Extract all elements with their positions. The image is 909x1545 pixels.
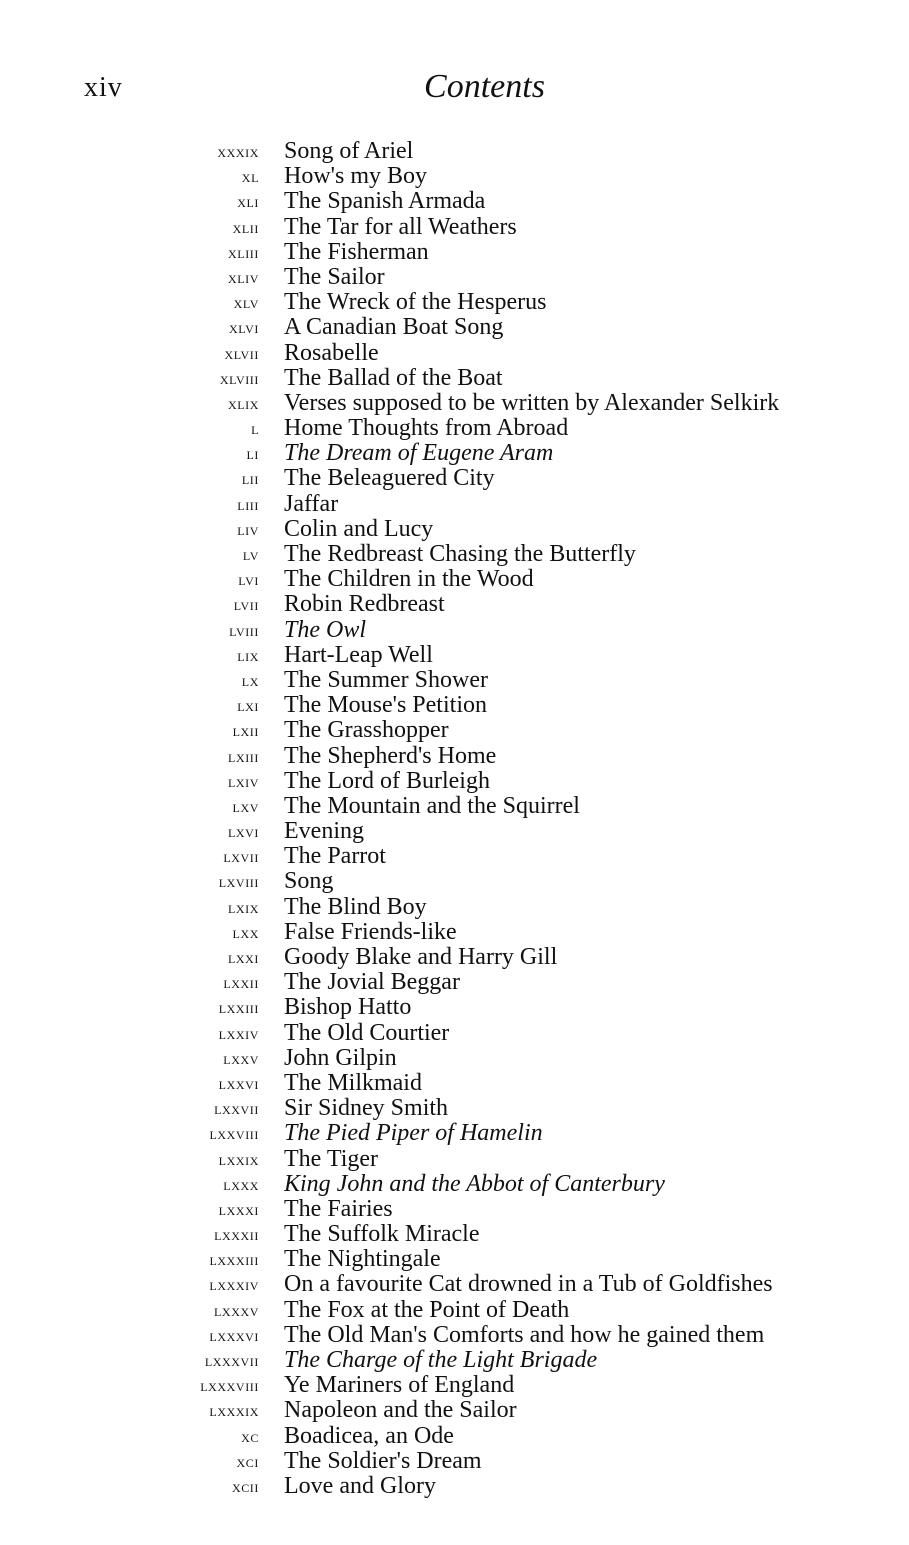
toc-entry (0, 189, 909, 214)
entry-numeral: lxxxiii (209, 1250, 259, 1270)
entry-title: The Fairies (284, 1196, 393, 1222)
toc-entry (0, 920, 909, 945)
entry-title: Goody Blake and Harry Gill (284, 945, 558, 970)
entry-numeral: lix (237, 645, 259, 665)
entry-title: The Mouse's Petition (284, 693, 487, 719)
entry-title: The Spanish Armada (284, 189, 486, 215)
toc-entry (0, 315, 909, 340)
entry-title: The Jovial Beggar (284, 970, 460, 996)
entry-title: The Parrot (284, 844, 386, 870)
entry-title: The Fisherman (284, 239, 429, 265)
entry-title: The Charge of the Light Brigade (284, 1348, 598, 1373)
entry-title: How's my Boy (284, 164, 428, 190)
entry-numeral: xlviii (219, 368, 259, 388)
entry-title: The Soldier's Dream (284, 1448, 482, 1474)
entry-numeral: lxix (227, 897, 259, 917)
toc-entry (0, 945, 909, 970)
toc-entry (0, 1323, 909, 1348)
toc-entry (0, 1147, 909, 1172)
entry-numeral: xxxix (217, 142, 259, 161)
toc-entry (0, 1298, 909, 1323)
entry-numeral: xlii (232, 217, 259, 237)
entry-numeral: lx (241, 670, 259, 690)
entry-title: Home Thoughts from Abroad (284, 416, 569, 442)
page-title: Contents (424, 68, 545, 105)
entry-numeral: lxxx (223, 1174, 259, 1194)
entry-numeral: lxxiii (218, 998, 259, 1018)
entry-numeral: lxxviii (209, 1124, 259, 1144)
entry-numeral: lxxxii (214, 1225, 259, 1245)
entry-numeral: lxii (232, 721, 259, 741)
entry-numeral: lxxxviii (200, 1376, 259, 1396)
entry-title: Love and Glory (284, 1473, 436, 1499)
entry-numeral: lxxix (218, 1149, 259, 1169)
entry-numeral: xl (241, 167, 259, 187)
entry-numeral: xlvii (224, 343, 259, 363)
toc-entry (0, 1172, 909, 1197)
entry-numeral: liii (237, 494, 259, 514)
toc-entry (0, 1449, 909, 1474)
entry-title: The Milkmaid (284, 1070, 422, 1096)
table-of-contents (0, 139, 909, 1499)
toc-entry (0, 693, 909, 718)
entry-title: Hart-Leap Well (284, 642, 433, 668)
entry-numeral: xlix (227, 393, 259, 413)
entry-numeral: lv (242, 545, 259, 564)
entry-numeral: lxxxvii (204, 1351, 259, 1370)
entry-title: Verses supposed to be written by Alexander Selkirk (284, 390, 780, 416)
toc-entry (0, 567, 909, 592)
toc-entry (0, 441, 909, 466)
entry-title: The Old Man's Comforts and how he gained them (284, 1322, 765, 1348)
entry-numeral: lxxiv (218, 1023, 259, 1043)
toc-entry (0, 819, 909, 844)
entry-title: The Children in the Wood (284, 567, 534, 593)
entry-title: The Summer Shower (284, 667, 488, 693)
toc-entry (0, 718, 909, 743)
entry-title: The Nightingale (284, 1247, 441, 1273)
entry-title: Boadicea, an Ode (284, 1423, 454, 1449)
entry-numeral: liv (237, 519, 259, 539)
toc-entry (0, 366, 909, 391)
entry-numeral: lviii (229, 620, 259, 640)
entry-title: Jaffar (284, 491, 339, 517)
toc-entry (0, 995, 909, 1020)
entry-title: Ye Mariners of England (284, 1373, 515, 1399)
entry-numeral: lxiii (228, 746, 259, 766)
toc-entry (0, 1348, 909, 1373)
toc-entry (0, 1398, 909, 1423)
entry-numeral: lxx (232, 922, 259, 942)
entry-title: The Redbreast Chasing the Butterfly (284, 542, 636, 567)
entry-numeral: lxxvii (214, 1099, 259, 1119)
toc-entry (0, 1021, 909, 1046)
toc-entry (0, 794, 909, 819)
toc-entry (0, 341, 909, 366)
toc-entry (0, 1222, 909, 1247)
entry-title: On a favourite Cat drowned in a Tub of Goldfishes (284, 1272, 773, 1298)
toc-entry (0, 592, 909, 617)
entry-title: Song of Ariel (284, 139, 414, 164)
entry-title: Colin and Lucy (284, 516, 434, 542)
entry-numeral: lxxxiv (209, 1275, 259, 1295)
entry-numeral: li (246, 444, 259, 464)
toc-entry (0, 970, 909, 995)
toc-entry (0, 492, 909, 517)
page-number: xiv (84, 72, 123, 103)
toc-entry (0, 643, 909, 668)
entry-numeral: lxiv (227, 771, 259, 791)
entry-title: The Suffolk Miracle (284, 1222, 480, 1248)
toc-entry (0, 1424, 909, 1449)
entry-title: Napoleon and the Sailor (284, 1398, 517, 1424)
toc-entry (0, 869, 909, 894)
entry-title: False Friends-like (284, 919, 457, 945)
entry-title: The Pied Piper of Hamelin (284, 1121, 543, 1147)
entry-title: The Lord of Burleigh (284, 768, 490, 794)
toc-entry (0, 265, 909, 290)
entry-title: Bishop Hatto (284, 995, 412, 1021)
toc-entry (0, 744, 909, 769)
toc-entry (0, 240, 909, 265)
toc-entry (0, 1071, 909, 1096)
toc-entry (0, 1197, 909, 1222)
toc-entry (0, 466, 909, 491)
entry-title: John Gilpin (284, 1045, 397, 1071)
entry-title: Evening (284, 819, 364, 845)
toc-entry (0, 1373, 909, 1398)
toc-entry (0, 1272, 909, 1297)
entry-title: The Fox at the Point of Death (284, 1297, 570, 1323)
toc-entry (0, 290, 909, 315)
toc-entry (0, 542, 909, 567)
entry-title: The Ballad of the Boat (284, 365, 503, 391)
entry-title: The Dream of Eugene Aram (284, 441, 554, 467)
entry-numeral: lxv (232, 796, 259, 816)
entry-numeral: lxxxvi (209, 1325, 259, 1345)
entry-numeral: xliv (227, 267, 259, 287)
toc-entry (0, 139, 909, 164)
toc-entry (0, 618, 909, 643)
toc-entry (0, 1046, 909, 1071)
entry-numeral: lxxxi (218, 1199, 259, 1219)
toc-entry (0, 1474, 909, 1499)
entry-title: The Grasshopper (284, 718, 449, 744)
toc-entry (0, 769, 909, 794)
entry-title: The Shepherd's Home (284, 743, 497, 769)
toc-entry (0, 668, 909, 693)
entry-title: Song (284, 869, 334, 895)
entry-numeral: lii (241, 469, 259, 489)
entry-numeral: lvi (238, 570, 259, 590)
entry-numeral: lxxxix (209, 1401, 259, 1421)
entry-title: The Wreck of the Hesperus (284, 290, 547, 316)
toc-entry (0, 895, 909, 920)
entry-title: King John and the Abbot of Canterbury (284, 1171, 665, 1197)
entry-title: The Owl (284, 617, 367, 643)
toc-entry (0, 1121, 909, 1146)
entry-numeral: lvii (233, 595, 259, 615)
entry-numeral: lxxvi (218, 1073, 259, 1093)
toc-entry (0, 391, 909, 416)
entry-title: The Tiger (284, 1146, 379, 1172)
entry-title: The Sailor (284, 264, 385, 290)
entry-numeral: xc (241, 1426, 259, 1446)
toc-entry (0, 517, 909, 542)
entry-numeral: lxi (237, 696, 259, 716)
entry-title: Rosabelle (284, 340, 379, 366)
entry-numeral: lxxxv (214, 1300, 259, 1320)
toc-entry (0, 1096, 909, 1121)
entry-title: The Beleaguered City (284, 466, 495, 492)
entry-numeral: lxvii (223, 847, 259, 867)
entry-title: The Blind Boy (284, 894, 427, 920)
entry-title: A Canadian Boat Song (284, 315, 504, 341)
entry-numeral: lxxii (223, 973, 259, 993)
toc-entry (0, 215, 909, 240)
entry-numeral: lxxi (227, 948, 259, 967)
toc-entry (0, 164, 909, 189)
entry-numeral: lxvi (227, 822, 259, 842)
entry-numeral: xcii (231, 1476, 259, 1496)
entry-numeral: xci (236, 1451, 259, 1471)
entry-numeral: lxviii (218, 872, 259, 892)
entry-numeral: l (251, 419, 259, 439)
entry-numeral: xlvi (229, 318, 259, 338)
toc-entry (0, 416, 909, 441)
entry-numeral: xlv (233, 293, 259, 313)
entry-title: The Old Courtier (284, 1020, 450, 1046)
entry-numeral: xliii (228, 242, 259, 262)
entry-numeral: lxxv (223, 1048, 259, 1068)
entry-title: Robin Redbreast (284, 592, 445, 618)
toc-entry (0, 844, 909, 869)
entry-title: Sir Sidney Smith (284, 1096, 449, 1122)
entry-title: The Mountain and the Squirrel (284, 793, 580, 819)
toc-entry (0, 1247, 909, 1272)
entry-title: The Tar for all Weathers (284, 214, 517, 240)
entry-numeral: xli (237, 192, 259, 212)
